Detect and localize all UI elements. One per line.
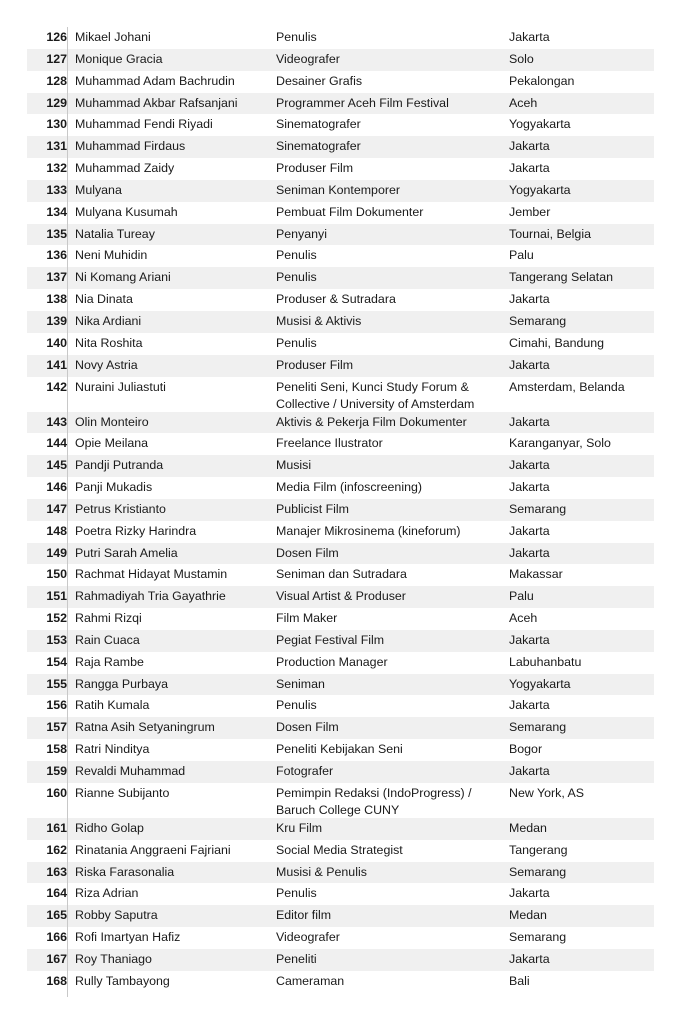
row-number: 127 — [46, 51, 67, 66]
person-role: Penulis — [276, 335, 317, 350]
row-number: 137 — [46, 270, 67, 285]
column-divider — [67, 27, 68, 997]
person-role: Production Manager — [276, 654, 388, 669]
row-number: 160 — [46, 785, 67, 800]
person-city: Labuhanbatu — [509, 654, 582, 669]
row-number: 152 — [46, 611, 67, 626]
person-name: Rully Tambayong — [75, 973, 170, 988]
person-name: Ratih Kumala — [75, 698, 150, 713]
person-name: Monique Gracia — [75, 51, 163, 66]
row-number: 138 — [46, 292, 67, 307]
row-number: 151 — [46, 589, 67, 604]
person-city: Tangerang — [509, 842, 568, 857]
row-number: 141 — [46, 357, 67, 372]
person-city: Bogor — [509, 742, 543, 757]
person-role: Pembuat Film Dokumenter — [276, 204, 424, 219]
table-row — [27, 355, 654, 377]
person-city: Jakarta — [509, 292, 550, 307]
person-city: Yogyakarta — [509, 676, 571, 691]
person-city: Jakarta — [509, 458, 550, 473]
person-role: Pegiat Festival Film — [276, 632, 385, 647]
table-row — [27, 608, 654, 630]
table-row — [27, 433, 654, 455]
person-name: Ratri Ninditya — [75, 742, 150, 757]
person-name: Mulyana — [75, 182, 122, 197]
person-role: Penyanyi — [276, 226, 327, 241]
row-number: 149 — [46, 545, 67, 560]
person-name: Rangga Purbaya — [75, 676, 168, 691]
person-role: Produser Film — [276, 357, 354, 372]
table-row — [27, 202, 654, 224]
person-city: Semarang — [509, 720, 567, 735]
person-city: Jakarta — [509, 523, 550, 538]
person-role: Freelance Ilustrator — [276, 436, 383, 451]
row-number: 131 — [46, 139, 67, 154]
person-city: Yogyakarta — [509, 182, 571, 197]
row-number: 153 — [46, 632, 67, 647]
person-city: Palu — [509, 589, 534, 604]
person-name: Putri Sarah Amelia — [75, 545, 178, 560]
person-role: Visual Artist & Produser — [276, 589, 406, 604]
person-role: Pemimpin Redaksi (IndoProgress) / Baruch College CUNY — [276, 785, 472, 818]
person-city: Semarang — [509, 864, 567, 879]
person-role: Penulis — [276, 270, 317, 285]
person-name: Muhammad Adam Bachrudin — [75, 73, 235, 88]
person-name: Mikael Johani — [75, 30, 151, 44]
person-city: Cimahi, Bandung — [509, 335, 605, 350]
person-city: Jakarta — [509, 30, 550, 44]
person-city: Medan — [509, 820, 547, 835]
table-row — [27, 499, 654, 521]
row-number: 136 — [46, 248, 67, 263]
table-row — [27, 477, 654, 499]
row-number: 144 — [46, 436, 67, 451]
person-role: Musisi & Aktivis — [276, 313, 362, 328]
person-name: Rahmadiyah Tria Gayathrie — [75, 589, 226, 604]
table-row — [27, 695, 654, 717]
person-role: Penulis — [276, 886, 317, 901]
table-row — [27, 905, 654, 927]
table-row — [27, 267, 654, 289]
person-role: Dosen Film — [276, 545, 339, 560]
row-number: 157 — [46, 720, 67, 735]
row-number: 150 — [46, 567, 67, 582]
row-number: 147 — [46, 501, 67, 516]
table-row — [27, 245, 654, 267]
table-row — [27, 71, 654, 93]
row-number: 165 — [46, 908, 67, 923]
person-role: Peneliti Seni, Kunci Study Forum & Collective / University of Amsterdam — [276, 379, 475, 411]
table-row — [27, 333, 654, 355]
person-name: Nia Dinata — [75, 292, 133, 307]
table-row — [27, 971, 654, 993]
person-role: Penulis — [276, 698, 317, 713]
person-city: Semarang — [509, 930, 567, 945]
person-name: Ridho Golap — [75, 820, 144, 835]
table-row — [27, 27, 654, 49]
person-city: Jakarta — [509, 698, 550, 713]
person-role: Desainer Grafis — [276, 73, 363, 88]
person-role: Media Film (infoscreening) — [276, 480, 422, 495]
person-role: Kru Film — [276, 820, 323, 835]
row-number: 163 — [46, 864, 67, 879]
person-role: Sinematografer — [276, 117, 361, 132]
table-row — [27, 114, 654, 136]
table-row — [27, 818, 654, 840]
person-role: Film Maker — [276, 611, 338, 626]
person-name: Panji Mukadis — [75, 480, 153, 495]
table-row — [27, 862, 654, 884]
person-city: Jakarta — [509, 139, 550, 154]
person-name: Riska Farasonalia — [75, 864, 175, 879]
row-number: 126 — [46, 30, 67, 44]
person-city: Makassar — [509, 567, 563, 582]
person-role: Seniman Kontemporer — [276, 182, 400, 197]
table-row — [27, 586, 654, 608]
row-number: 139 — [46, 313, 67, 328]
row-number: 159 — [46, 764, 67, 778]
person-role: Programmer Aceh Film Festival — [276, 95, 449, 110]
person-name: Mulyana Kusumah — [75, 204, 178, 219]
person-name: Muhammad Zaidy — [75, 161, 175, 176]
row-number: 158 — [46, 742, 67, 757]
table-row — [27, 783, 654, 818]
person-role: Sinematografer — [276, 139, 361, 154]
person-role: Cameraman — [276, 973, 345, 988]
table-row — [27, 674, 654, 696]
person-city: Semarang — [509, 501, 567, 516]
table-row — [27, 455, 654, 477]
person-name: Neni Muhidin — [75, 248, 148, 263]
person-name: Rachmat Hidayat Mustamin — [75, 567, 228, 582]
table-row — [27, 377, 654, 412]
person-role: Fotografer — [276, 764, 334, 778]
table-row — [27, 717, 654, 739]
person-city: Jakarta — [509, 764, 550, 778]
person-city: New York, AS — [509, 785, 585, 800]
person-name: Riza Adrian — [75, 886, 139, 901]
person-name: Muhammad Firdaus — [75, 139, 186, 154]
person-name: Nuraini Juliastuti — [75, 379, 166, 394]
person-name: Ni Komang Ariani — [75, 270, 171, 285]
person-name: Revaldi Muhammad — [75, 764, 186, 778]
row-number: 145 — [46, 458, 67, 473]
person-city: Bali — [509, 973, 530, 988]
table-row — [27, 630, 654, 652]
person-name: Roy Thaniago — [75, 951, 152, 966]
person-city: Amsterdam, Belanda — [509, 379, 625, 394]
person-name: Natalia Tureay — [75, 226, 155, 241]
table-row — [27, 521, 654, 543]
table-row — [27, 761, 654, 783]
person-role: Penulis — [276, 30, 317, 44]
person-role: Social Media Strategist — [276, 842, 403, 857]
table-row — [27, 136, 654, 158]
row-number: 128 — [46, 73, 67, 88]
row-number: 146 — [46, 480, 67, 495]
person-name: Opie Meilana — [75, 436, 149, 451]
person-role: Peneliti — [276, 951, 317, 966]
row-number: 140 — [46, 335, 67, 350]
person-role: Peneliti Kebijakan Seni — [276, 742, 403, 757]
person-name: Nita Roshita — [75, 335, 143, 350]
table-row — [27, 949, 654, 971]
person-name: Pandji Putranda — [75, 458, 164, 473]
person-name: Muhammad Akbar Rafsanjani — [75, 95, 238, 110]
person-name: Ratna Asih Setyaningrum — [75, 720, 215, 735]
person-name: Poetra Rizky Harindra — [75, 523, 197, 538]
person-city: Yogyakarta — [509, 117, 571, 132]
person-city: Jakarta — [509, 545, 550, 560]
person-city: Jakarta — [509, 161, 550, 176]
table-row — [27, 412, 654, 434]
person-name: Nika Ardiani — [75, 313, 142, 328]
person-role: Manajer Mikrosinema (kineforum) — [276, 523, 461, 538]
row-number: 155 — [46, 676, 67, 691]
row-number: 143 — [46, 414, 67, 429]
row-number: 166 — [46, 930, 67, 945]
person-city: Jakarta — [509, 357, 550, 372]
row-number: 156 — [46, 698, 67, 713]
person-city: Semarang — [509, 313, 567, 328]
person-role: Penulis — [276, 248, 317, 263]
person-role: Publicist Film — [276, 501, 349, 516]
person-name: Petrus Kristianto — [75, 501, 166, 516]
person-city: Palu — [509, 248, 534, 263]
person-city: Aceh — [509, 611, 538, 626]
person-name: Olin Monteiro — [75, 414, 149, 429]
table-row — [27, 927, 654, 949]
row-number: 148 — [46, 523, 67, 538]
person-role: Produser & Sutradara — [276, 292, 396, 307]
table-row — [27, 883, 654, 905]
person-role: Produser Film — [276, 161, 354, 176]
table-row — [27, 564, 654, 586]
row-number: 154 — [46, 654, 67, 669]
row-number: 132 — [46, 161, 67, 176]
table-row — [27, 158, 654, 180]
row-number: 133 — [46, 182, 67, 197]
person-name: Robby Saputra — [75, 908, 158, 923]
table-row — [27, 224, 654, 246]
person-name: Rain Cuaca — [75, 632, 140, 647]
person-city: Jakarta — [509, 632, 550, 647]
table-row — [27, 652, 654, 674]
row-number: 134 — [46, 204, 67, 219]
person-city: Pekalongan — [509, 73, 575, 88]
person-city: Jakarta — [509, 480, 550, 495]
row-number: 142 — [46, 379, 67, 394]
person-city: Aceh — [509, 95, 538, 110]
table-row — [27, 739, 654, 761]
person-role: Musisi — [276, 458, 312, 473]
person-city: Tournai, Belgia — [509, 226, 591, 241]
person-name: Raja Rambe — [75, 654, 144, 669]
person-name: Rahmi Rizqi — [75, 611, 142, 626]
table-row — [27, 543, 654, 565]
row-number: 167 — [46, 951, 67, 966]
person-role: Seniman dan Sutradara — [276, 567, 407, 582]
table-row — [27, 840, 654, 862]
row-number: 130 — [46, 117, 67, 132]
person-role: Videografer — [276, 51, 340, 66]
table-row — [27, 49, 654, 71]
person-name: Muhammad Fendi Riyadi — [75, 117, 213, 132]
person-name: Rofi Imartyan Hafiz — [75, 930, 181, 945]
person-role: Dosen Film — [276, 720, 339, 735]
person-name: Rinatania Anggraeni Fajriani — [75, 842, 231, 857]
person-role: Musisi & Penulis — [276, 864, 367, 879]
row-number: 129 — [46, 95, 67, 110]
person-city: Karanganyar, Solo — [509, 436, 611, 451]
table-row — [27, 311, 654, 333]
row-number: 162 — [46, 842, 67, 857]
person-role: Seniman — [276, 676, 325, 691]
person-city: Jakarta — [509, 886, 550, 901]
person-city: Medan — [509, 908, 547, 923]
person-city: Tangerang Selatan — [509, 270, 614, 285]
person-role: Aktivis & Pekerja Film Dokumenter — [276, 414, 467, 429]
table-row — [27, 180, 654, 202]
row-number: 161 — [46, 820, 67, 835]
person-role: Editor film — [276, 908, 332, 923]
person-city: Jember — [509, 204, 551, 219]
person-city: Jakarta — [509, 951, 550, 966]
table-row — [27, 93, 654, 115]
signatory-table — [27, 27, 654, 993]
person-name: Novy Astria — [75, 357, 138, 372]
row-number: 135 — [46, 226, 67, 241]
person-role: Videografer — [276, 930, 340, 945]
table-row — [27, 289, 654, 311]
person-name: Rianne Subijanto — [75, 785, 170, 800]
row-number: 168 — [46, 973, 67, 988]
person-city: Jakarta — [509, 414, 550, 429]
person-city: Solo — [509, 51, 534, 66]
row-number: 164 — [46, 886, 67, 901]
